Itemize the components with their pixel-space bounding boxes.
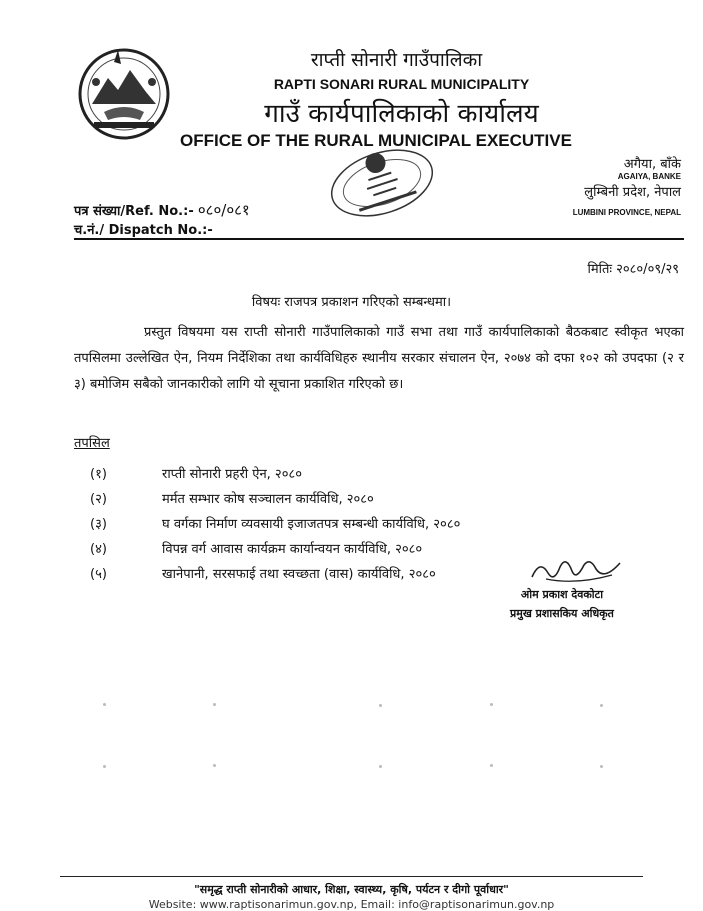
address-place-np: अगैया, बाँके xyxy=(623,157,681,172)
header-divider xyxy=(74,238,684,240)
signature-icon xyxy=(526,553,626,587)
office-name-np: गाउँ कार्यपालिकाको कार्यालय xyxy=(264,99,539,129)
address-province-np: लुम्बिनी प्रदेश, नेपाल xyxy=(584,185,681,200)
list-item-number: (३) xyxy=(90,517,107,532)
municipality-name-np: राप्ती सोनारी गाउँपालिका xyxy=(310,49,483,71)
ref-label: पत्र संख्या/Ref. No.:- xyxy=(74,204,194,219)
reference-number xyxy=(74,200,250,220)
list-item-text: मर्मत सम्भार कोष सञ्चालन कार्यविधि, २०८० xyxy=(162,492,374,507)
address-place-en: AGAIYA, BANKE xyxy=(617,172,681,181)
list-item-text: विपन्न वर्ग आवास कार्यक्रम कार्यान्वयन कार्यविधि, २०८० xyxy=(162,542,423,557)
signatory-title: प्रमुख प्रशासकिय अधिकृत xyxy=(510,607,614,620)
office-name-en: OFFICE OF THE RURAL MUNICIPAL EXECUTIVE xyxy=(180,131,572,150)
footer-motto: "समृद्ध राप्ती सोनारीको आधार, शिक्षा, स्वास्थ्य, कृषि, पर्यटन र दीगो पूर्वाधार" xyxy=(194,883,509,896)
list-item xyxy=(90,515,650,540)
letter-subject: विषयः राजपत्र प्रकाशन गरिएको सम्बन्धमा। xyxy=(251,295,452,310)
list-item-number: (५) xyxy=(90,567,107,582)
tapasil-heading: तपसिल xyxy=(74,436,110,451)
dispatch-number: च.नं./ Dispatch No.:- xyxy=(74,223,213,238)
list-item-number: (१) xyxy=(90,467,107,482)
office-stamp-icon xyxy=(322,138,442,228)
footer-divider xyxy=(60,876,643,877)
list-item xyxy=(90,465,650,490)
letter-body: प्रस्तुत विषयमा यस राप्ती सोनारी गाउँपालिकाको गाउँ सभा तथा गाउँ कार्यपालिकाको बैठकबाट स्वीकृत भएका तपसिलमा उल्लेखित ऐन, नियम निर्देशिका तथा कार्यविधिहरु स्थानीय सरकार संचालन ऐन, २०७४ को दफा १०२ को उपदफा (२ र ३) बमोजिम सबैको जानकारीको लागि यो सूचाना प्रकाशित गरिएको छ। xyxy=(74,325,684,392)
municipality-name-en: RAPTI SONARI RURAL MUNICIPALITY xyxy=(273,76,530,92)
list-item-text: घ वर्गका निर्माण व्यवसायी इजाजतपत्र सम्बन्धी कार्यविधि, २०८० xyxy=(162,517,461,532)
signatory-block xyxy=(510,585,614,623)
address-province-en: LUMBINI PROVINCE, NEPAL xyxy=(572,208,681,217)
list-item-text: राप्ती सोनारी प्रहरी ऐन, २०८० xyxy=(162,467,302,482)
ref-value: ०८०/०८१ xyxy=(197,201,250,219)
signatory-name: ओम प्रकाश देवकोटा xyxy=(520,588,604,601)
footer-contact: Website: www.raptisonarimun.gov.np, Email: info@raptisonarimun.gov.np xyxy=(148,898,555,911)
list-item-number: (४) xyxy=(90,542,107,557)
letter-date: मितिः २०८०/०९/२९ xyxy=(587,262,679,277)
list-item-number: (२) xyxy=(90,492,107,507)
list-item-text: खानेपानी, सरसफाई तथा स्वच्छता (वास) कार्यविधि, २०८० xyxy=(162,567,436,582)
list-item xyxy=(90,490,650,515)
